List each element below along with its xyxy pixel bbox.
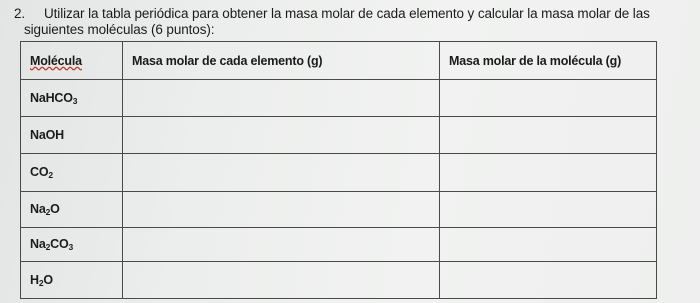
formula-part: Na [30, 237, 46, 251]
molecule-molar-mass-cell[interactable] [440, 192, 657, 228]
element-molar-mass-cell[interactable] [123, 262, 440, 299]
table-row [21, 154, 657, 192]
table-row [21, 262, 657, 299]
element-molar-mass-cell[interactable] [123, 192, 440, 228]
formula-part: O [43, 272, 53, 287]
molecule-molar-mass-cell[interactable] [440, 154, 657, 192]
element-molar-mass-cell[interactable] [123, 80, 440, 117]
formula-part: O [50, 202, 60, 216]
molecule-molar-mass-cell[interactable] [440, 262, 657, 299]
formula-subscript: 3 [68, 242, 74, 252]
molecule-formula [30, 237, 73, 251]
molecule-formula [30, 91, 77, 105]
molar-mass-table [20, 41, 657, 299]
header-element-molar-mass: Masa molar de cada elemento (g) [123, 42, 440, 80]
question-line-2: siguientes moléculas (6 puntos): [24, 22, 215, 37]
element-molar-mass-cell[interactable] [123, 228, 440, 262]
table-header-row [21, 42, 657, 80]
header-molecule [21, 42, 123, 80]
formula-subscript: 2 [45, 242, 51, 252]
formula-part: CO [50, 237, 69, 251]
molecule-cell [21, 154, 123, 192]
element-molar-mass-cell[interactable] [123, 117, 440, 154]
molecule-molar-mass-cell[interactable] [440, 117, 657, 154]
table-row [21, 228, 657, 262]
formula-part: NaHCO [30, 90, 73, 105]
molecule-cell [21, 117, 123, 154]
table-row [21, 117, 657, 154]
molecule-molar-mass-cell[interactable] [440, 228, 657, 262]
molecule-formula [30, 273, 53, 287]
formula-subscript: 2 [45, 207, 51, 217]
formula-subscript: 2 [38, 277, 44, 288]
header-molecule-label: Molécula [30, 53, 82, 68]
element-molar-mass-cell[interactable] [123, 154, 440, 192]
formula-part: H [30, 272, 39, 287]
formula-subscript: 3 [72, 95, 78, 106]
molecule-cell [21, 80, 123, 117]
molecule-formula [30, 128, 64, 142]
formula-part: Na [30, 202, 46, 216]
table-row [21, 192, 657, 228]
molecule-formula [30, 202, 60, 216]
molecule-molar-mass-cell[interactable] [440, 80, 657, 117]
molecule-cell [21, 262, 123, 299]
header-molecule-molar-mass: Masa molar de la molécula (g) [440, 42, 657, 80]
question-number: 2. [14, 6, 26, 21]
table-body [21, 80, 657, 299]
molecule-cell [21, 228, 123, 262]
table-row [21, 80, 657, 117]
molecule-cell [21, 192, 123, 228]
formula-part: NaOH [30, 128, 64, 142]
formula-subscript: 2 [48, 170, 53, 180]
formula-part: CO [30, 165, 49, 179]
molecule-formula [30, 165, 53, 179]
question-line-1: Utilizar la tabla periódica para obtener la masa molar de cada elemento y calcular la masa molar de las [44, 6, 650, 21]
